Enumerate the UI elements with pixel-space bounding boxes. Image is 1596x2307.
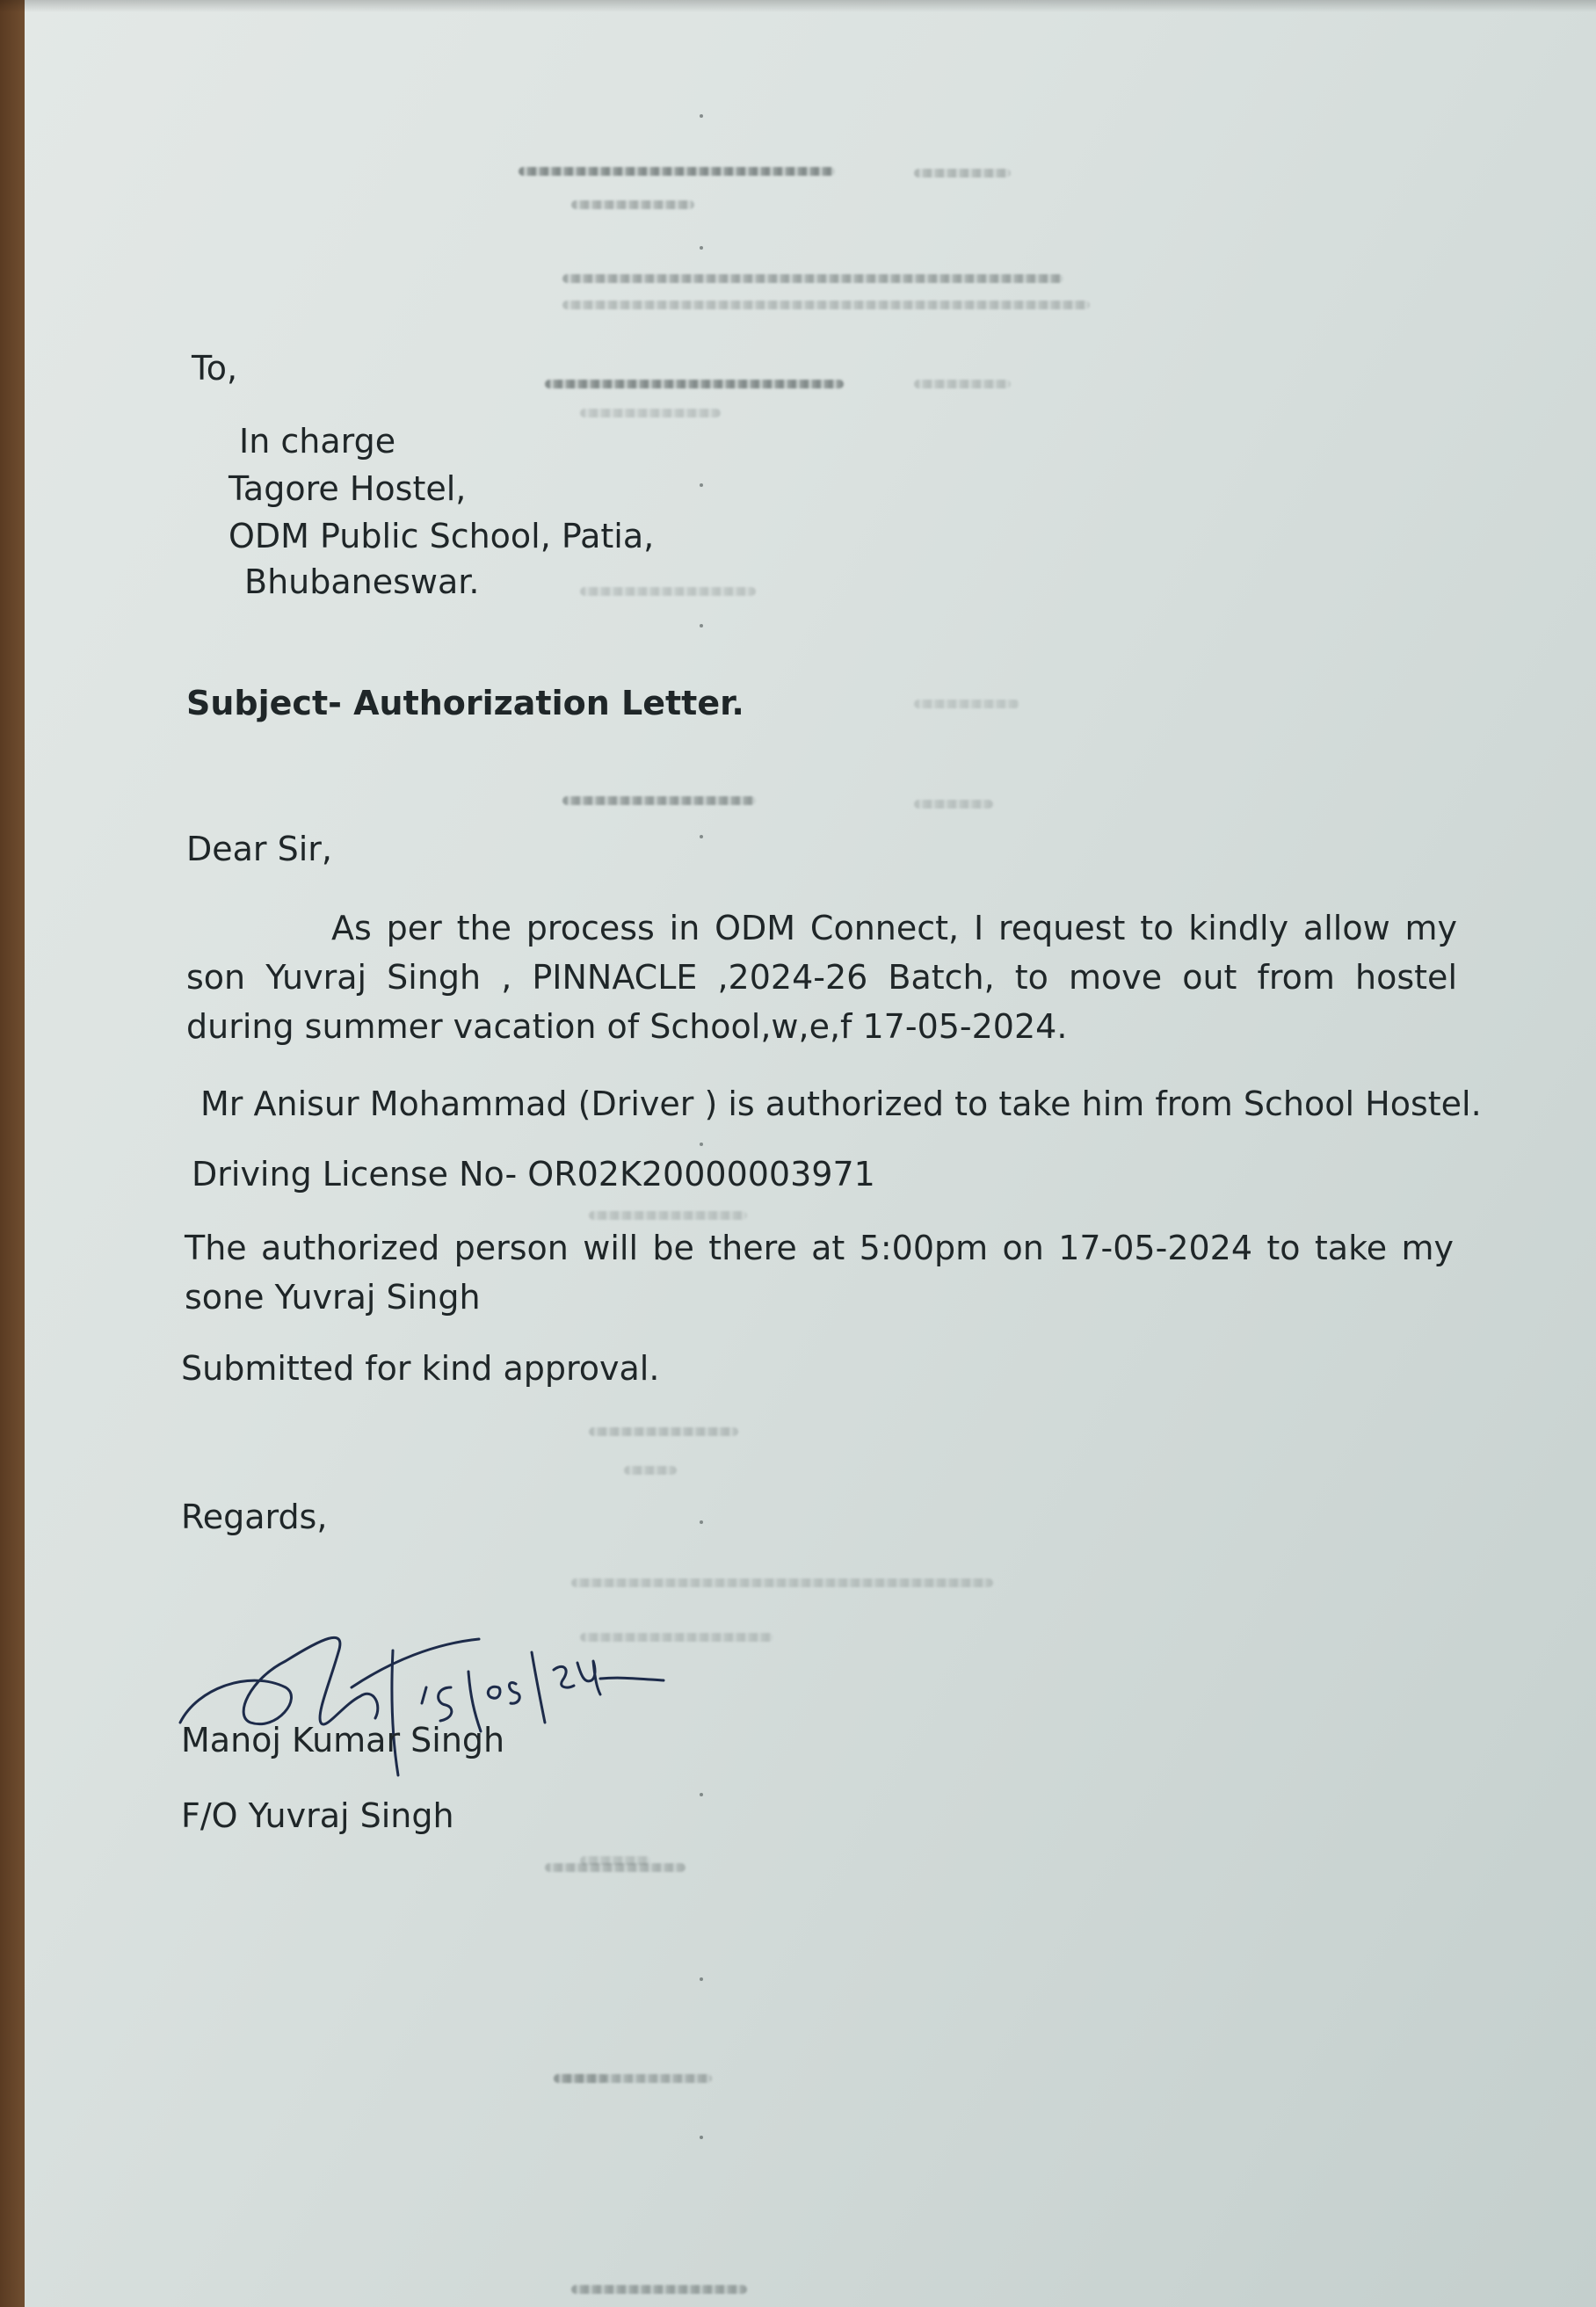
address-line-2: Tagore Hostel, [229, 469, 467, 508]
paragraph-driver: Mr Anisur Mohammad (Driver ) is authorized to take him from School Hostel. [200, 1085, 1482, 1123]
paragraph-license: Driving License No- OR02K20000003971 [192, 1155, 875, 1193]
closing-regards: Regards, [181, 1498, 328, 1536]
address-line-3: ODM Public School, Patia, [229, 517, 655, 555]
subject-line: Subject- Authorization Letter. [186, 684, 744, 722]
signer-name: Manoj Kumar Singh [181, 1721, 505, 1759]
to-line: To, [192, 349, 238, 388]
salutation: Dear Sir, [186, 830, 333, 868]
address-line-1: In charge [239, 422, 396, 461]
paragraph-request: As per the process in ODM Connect, I request to kindly allow my son Yuvraj Singh , PINNACLE ,2024-26 Batch, to move out from hostel during summer vacation of School,w,e,f 17-05-2024. [186, 909, 1457, 1046]
address-line-4: Bhubaneswar. [244, 562, 480, 601]
paragraph-approval: Submitted for kind approval. [181, 1349, 660, 1388]
signer-relation: F/O Yuvraj Singh [181, 1796, 454, 1835]
paragraph-pickup: The authorized person will be there at 5:00pm on 17-05-2024 to take my sone Yuvraj Singh [185, 1229, 1454, 1317]
